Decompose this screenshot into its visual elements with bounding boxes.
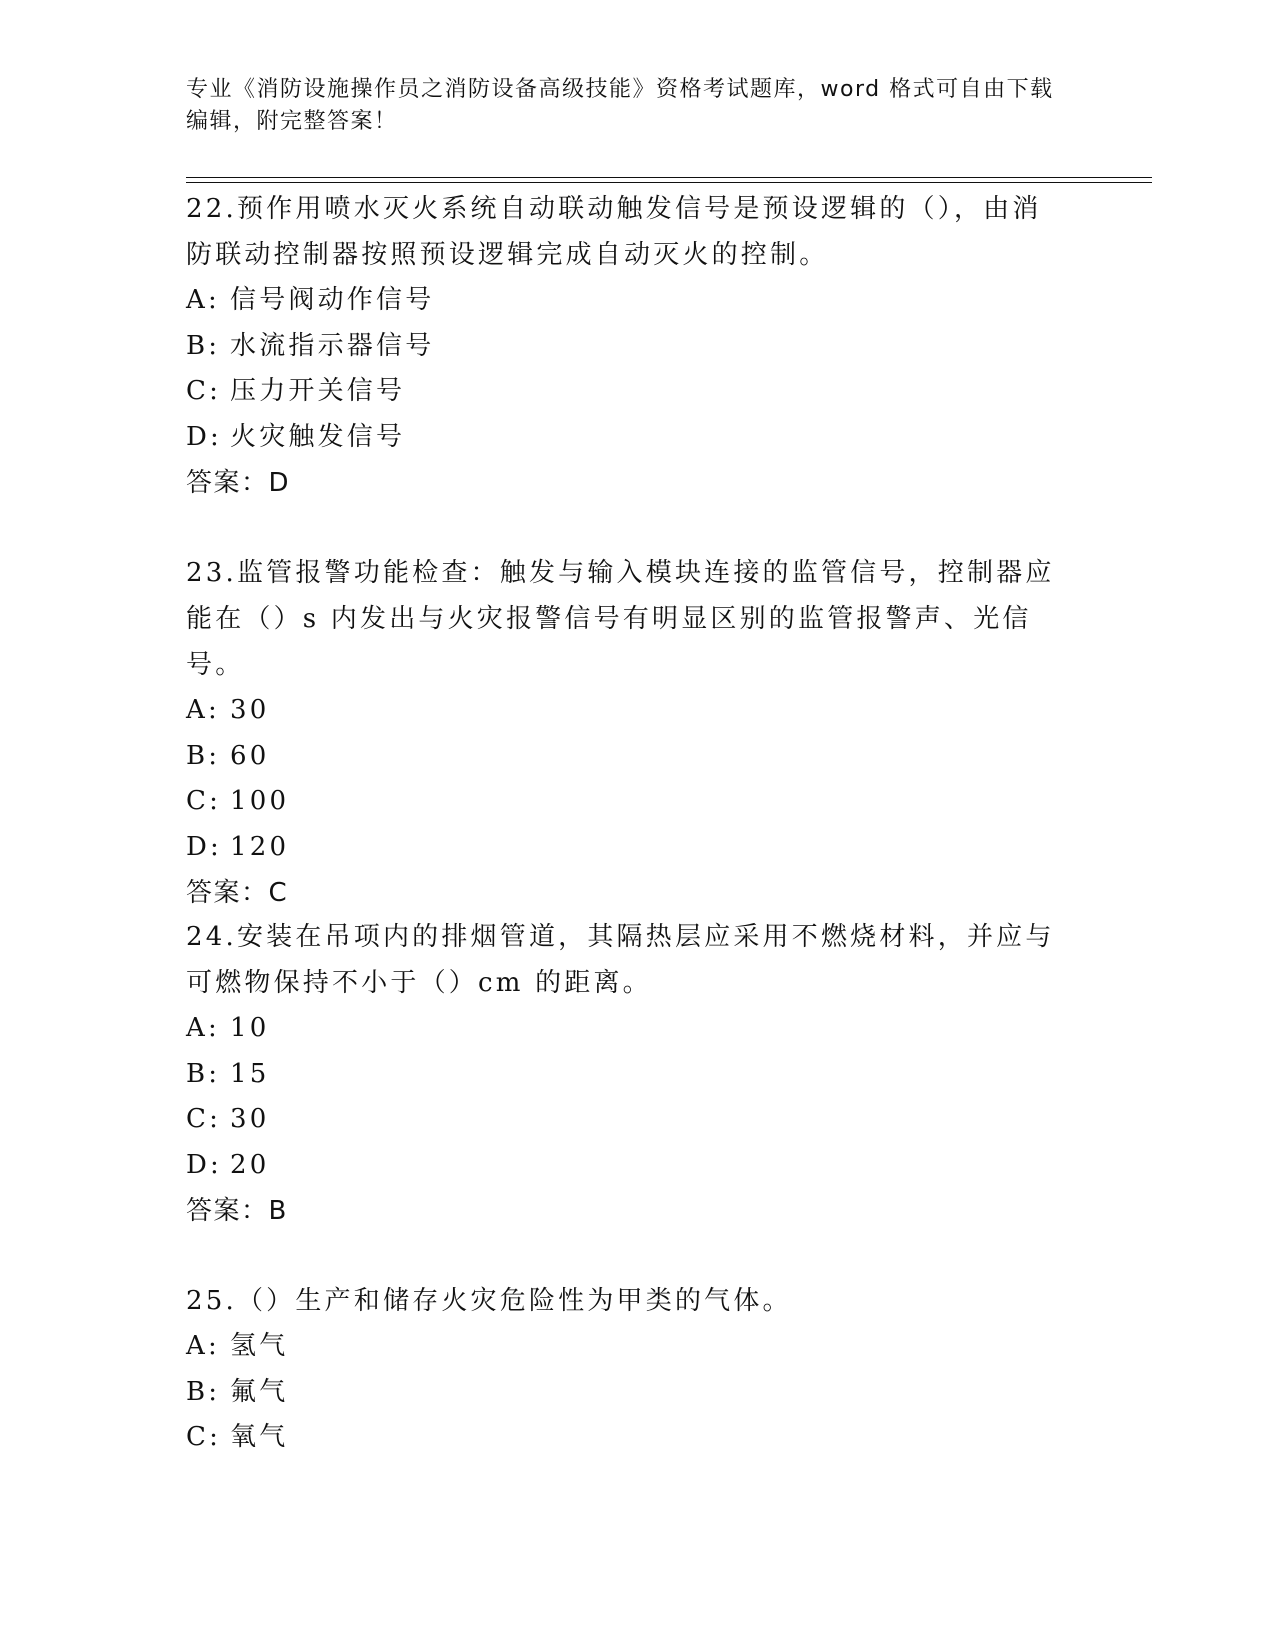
option-label: B: (186, 1058, 221, 1089)
option-text: 氢气 (230, 1331, 289, 1361)
answer-line: 答案：D (186, 468, 291, 498)
option-a (186, 278, 1066, 324)
option-label: A: (186, 285, 220, 315)
option-label: D: (186, 421, 223, 452)
document-header: 专业《消防设施操作员之消防设备高级技能》资格考试题库，word 格式可自由下载编辑，附完整答案！ (186, 77, 1054, 134)
option-c (186, 369, 1066, 415)
option-text: 60 (230, 740, 270, 771)
option-b (186, 734, 1066, 780)
option-a (186, 1006, 1066, 1052)
option-text: 信号阀动作信号 (230, 285, 435, 315)
answer-line: 答案：B (186, 1196, 288, 1226)
option-text: 氟气 (230, 1376, 289, 1407)
option-label: A: (186, 1013, 220, 1043)
option-label: D: (186, 831, 223, 862)
option-d (186, 415, 1066, 461)
option-label: C: (186, 786, 222, 816)
option-text: 15 (230, 1058, 270, 1089)
option-text: 压力开关信号 (230, 376, 406, 406)
option-text: 30 (230, 695, 270, 725)
option-text: 火灾触发信号 (230, 421, 406, 452)
option-label: B: (186, 330, 221, 361)
option-text: 水流指示器信号 (230, 330, 435, 361)
option-b (186, 1370, 1066, 1416)
option-c (186, 779, 1066, 825)
question-22 (186, 186, 1066, 506)
option-label: A: (186, 695, 220, 725)
option-text: 氧气 (230, 1422, 289, 1452)
option-label: B: (186, 1376, 221, 1407)
option-b (186, 324, 1066, 370)
option-text: 20 (230, 1149, 270, 1180)
option-label: C: (186, 376, 222, 406)
option-c (186, 1415, 1066, 1461)
option-text: 30 (230, 1104, 270, 1134)
header-divider-top (186, 177, 1152, 178)
question-stem: 24.安装在吊项内的排烟管道，其隔热层应采用不燃烧材料，并应与可燃物保持不小于（）cm 的距离。 (186, 922, 1055, 998)
option-label: A: (186, 1331, 220, 1361)
option-text: 10 (230, 1013, 270, 1043)
option-a (186, 1324, 1066, 1370)
question-25 (186, 1278, 1066, 1461)
option-b (186, 1052, 1066, 1098)
option-d (186, 1143, 1066, 1189)
option-text: 100 (230, 786, 290, 816)
option-label: C: (186, 1422, 222, 1452)
option-c (186, 1097, 1066, 1143)
question-stem: 25.（）生产和储存火灾危险性为甲类的气体。 (186, 1286, 792, 1316)
option-text: 120 (230, 831, 290, 862)
answer-line: 答案：C (186, 878, 289, 908)
option-a (186, 688, 1066, 734)
header-divider-bottom (186, 182, 1152, 183)
option-label: B: (186, 740, 221, 771)
question-stem: 23.监管报警功能检查：触发与输入模块连接的监管信号，控制器应能在（）s 内发出与火灾报警信号有明显区别的监管报警声、光信号。 (186, 558, 1055, 680)
option-label: C: (186, 1104, 222, 1134)
option-d (186, 825, 1066, 871)
option-label: D: (186, 1149, 223, 1180)
question-23 (186, 550, 1066, 916)
question-24 (186, 914, 1066, 1234)
question-stem: 22.预作用喷水灭火系统自动联动触发信号是预设逻辑的（），由消防联动控制器按照预设逻辑完成自动灭火的控制。 (186, 194, 1042, 270)
